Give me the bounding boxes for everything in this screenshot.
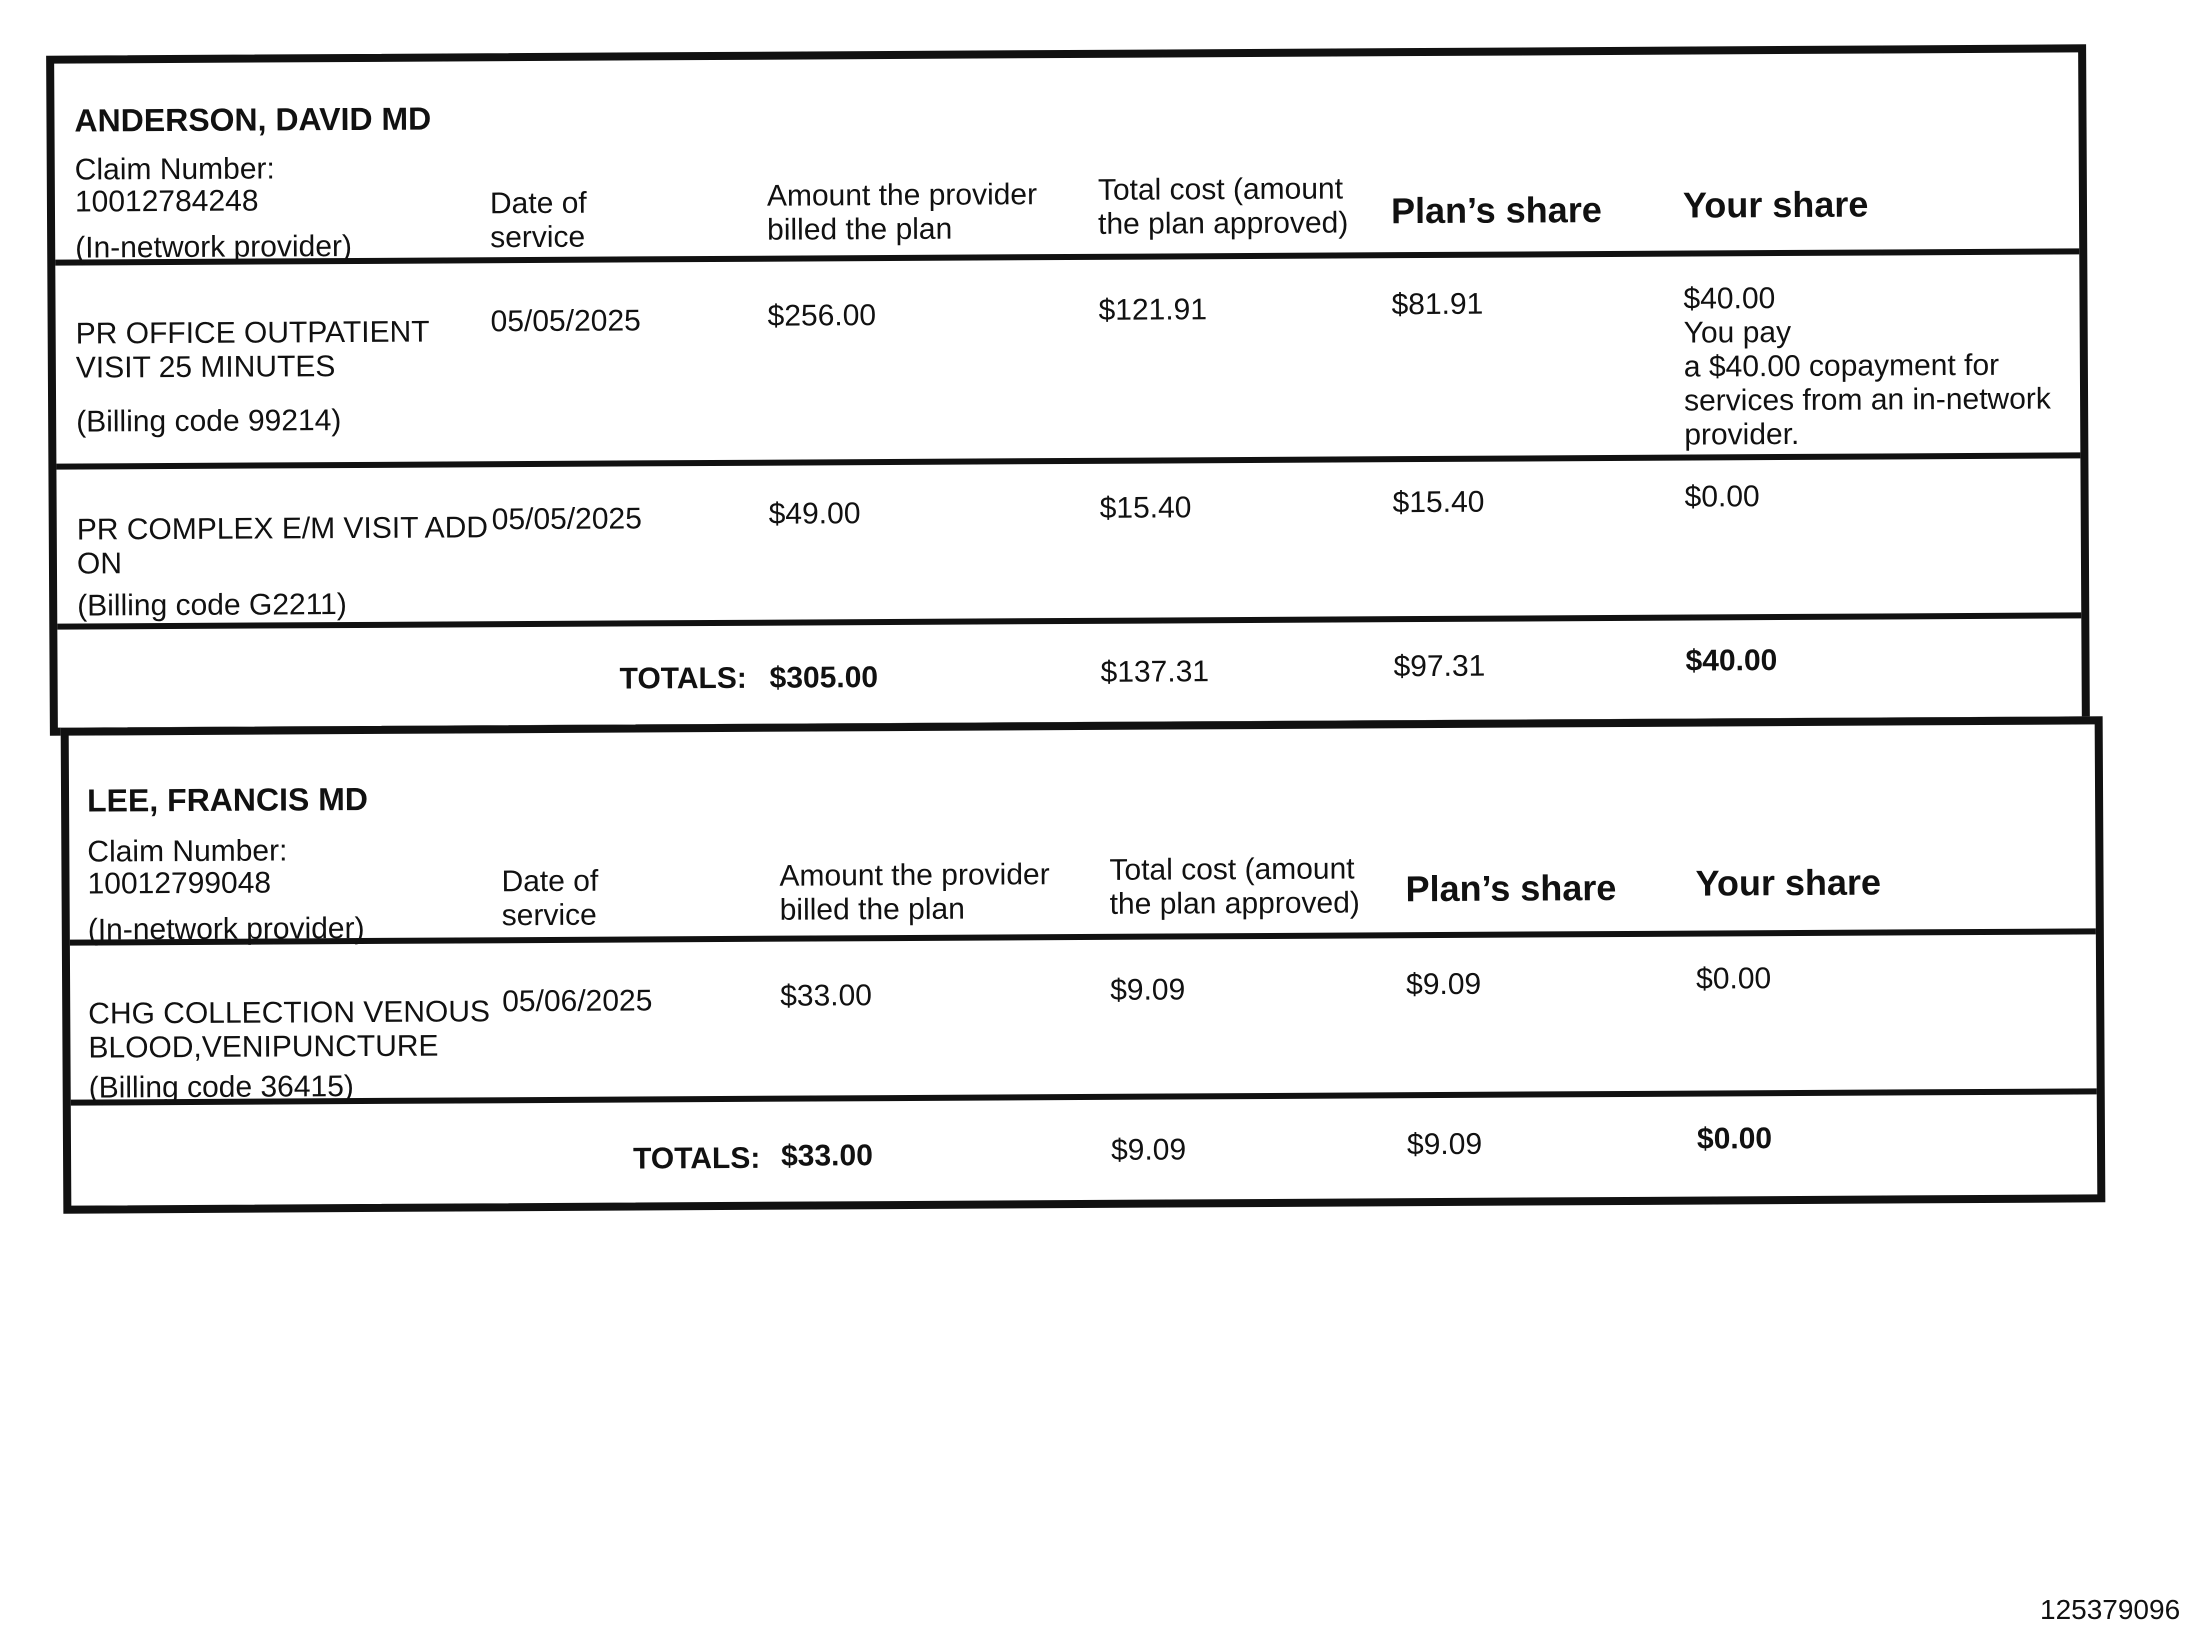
totals-billed: $305.00 <box>769 661 879 695</box>
amount-billed: $33.00 <box>780 979 873 1013</box>
service-description <box>88 995 490 1065</box>
plans-share: $15.40 <box>1392 485 1485 520</box>
copay-note-line-4: provider. <box>1684 417 1800 452</box>
totals-billed: $33.00 <box>780 1139 873 1173</box>
copay-note <box>1684 314 2105 452</box>
service-date: 05/06/2025 <box>502 984 653 1019</box>
service-description <box>77 511 489 581</box>
totals-your-share: $0.00 <box>1696 1122 1773 1156</box>
totals-your-share: $40.00 <box>1685 644 1778 678</box>
header-total-cost <box>1109 852 1360 921</box>
claim-number-label: Claim Number: <box>87 834 288 869</box>
claim-table-anderson <box>46 44 2090 735</box>
claim-header-row <box>54 52 2079 265</box>
total-cost: $15.40 <box>1099 491 1192 525</box>
claim-number: 10012799048 <box>87 866 272 901</box>
header-total-cost <box>1098 172 1349 241</box>
service-row <box>70 934 2097 1105</box>
page-number: 125379096 <box>2040 1594 2181 1625</box>
network-status: (In-network provider) <box>87 912 365 947</box>
totals-label: TOTALS: <box>632 1141 761 1176</box>
claim-number-label: Claim Number: <box>74 152 275 187</box>
service-description-line-2: ON <box>76 547 123 581</box>
service-description-line-2: VISIT 25 MINUTES <box>75 350 336 385</box>
header-billed-line-1: Amount the provider <box>779 858 1050 893</box>
totals-row <box>57 618 2082 727</box>
service-row <box>56 458 2081 629</box>
billing-code: (Billing code 36415) <box>88 1070 354 1105</box>
header-your-share: Your share <box>1695 861 1882 904</box>
header-amount-billed <box>779 858 1050 928</box>
plans-share: $9.09 <box>1406 967 1482 1002</box>
your-share: $40.00 <box>1683 282 1776 316</box>
amount-billed: $49.00 <box>768 497 861 531</box>
provider-name: ANDERSON, DAVID MD <box>74 100 432 139</box>
header-date-line-2: service <box>501 898 597 933</box>
billing-code: (Billing code G2211) <box>77 588 347 623</box>
header-billed-line-1: Amount the provider <box>766 178 1038 213</box>
header-billed-line-2: billed the plan <box>779 892 965 927</box>
claim-number: 10012784248 <box>74 184 259 219</box>
header-date-of-service <box>501 865 598 934</box>
totals-row <box>71 1094 2098 1205</box>
your-share: $0.00 <box>1684 480 1760 514</box>
header-total-line-1: Total cost (amount <box>1109 852 1355 887</box>
service-description-line-1: PR COMPLEX E/M VISIT ADD <box>76 511 489 547</box>
service-description <box>76 316 430 386</box>
totals-total-cost: $9.09 <box>1110 1133 1187 1167</box>
claim-header-row <box>69 724 2096 945</box>
header-total-line-2: the plan approved) <box>1109 886 1360 921</box>
header-date-of-service <box>490 187 587 256</box>
header-amount-billed <box>767 178 1038 248</box>
plans-share: $81.91 <box>1391 287 1484 322</box>
header-date-line-2: service <box>490 220 586 255</box>
provider-name: LEE, FRANCIS MD <box>86 780 369 819</box>
copay-note-line-1: You pay <box>1683 315 1792 350</box>
total-cost: $121.91 <box>1098 293 1208 327</box>
billing-code: (Billing code 99214) <box>76 404 342 439</box>
header-plans-share: Plan’s share <box>1390 189 1602 232</box>
total-cost: $9.09 <box>1110 973 1186 1007</box>
header-date-line-1: Date of <box>489 186 587 221</box>
header-total-line-2: the plan approved) <box>1097 206 1349 241</box>
service-description-line-1: PR OFFICE OUTPATIENT <box>75 315 430 351</box>
claim-table-lee <box>61 716 2106 1213</box>
header-total-line-1: Total cost (amount <box>1097 172 1344 207</box>
service-row <box>55 254 2080 469</box>
header-plans-share: Plan’s share <box>1405 867 1617 910</box>
service-date: 05/05/2025 <box>491 502 642 537</box>
service-date: 05/05/2025 <box>490 304 641 339</box>
header-billed-line-2: billed the plan <box>767 212 953 247</box>
amount-billed: $256.00 <box>767 299 877 333</box>
network-status: (In-network provider) <box>75 229 353 265</box>
header-date-line-1: Date of <box>501 864 599 899</box>
your-share: $0.00 <box>1695 962 1772 996</box>
service-description-line-2: BLOOD,VENIPUNCTURE <box>88 1029 439 1065</box>
totals-plans-share: $97.31 <box>1393 649 1486 684</box>
header-your-share: Your share <box>1682 183 1869 226</box>
totals-plans-share: $9.09 <box>1406 1127 1483 1162</box>
totals-total-cost: $137.31 <box>1100 655 1210 689</box>
copay-note-line-2: a $40.00 copayment for <box>1683 348 2000 384</box>
service-description-line-1: CHG COLLECTION VENOUS <box>88 995 491 1031</box>
copay-note-line-3: services from an in-network <box>1683 382 2051 418</box>
totals-label: TOTALS: <box>619 661 747 696</box>
